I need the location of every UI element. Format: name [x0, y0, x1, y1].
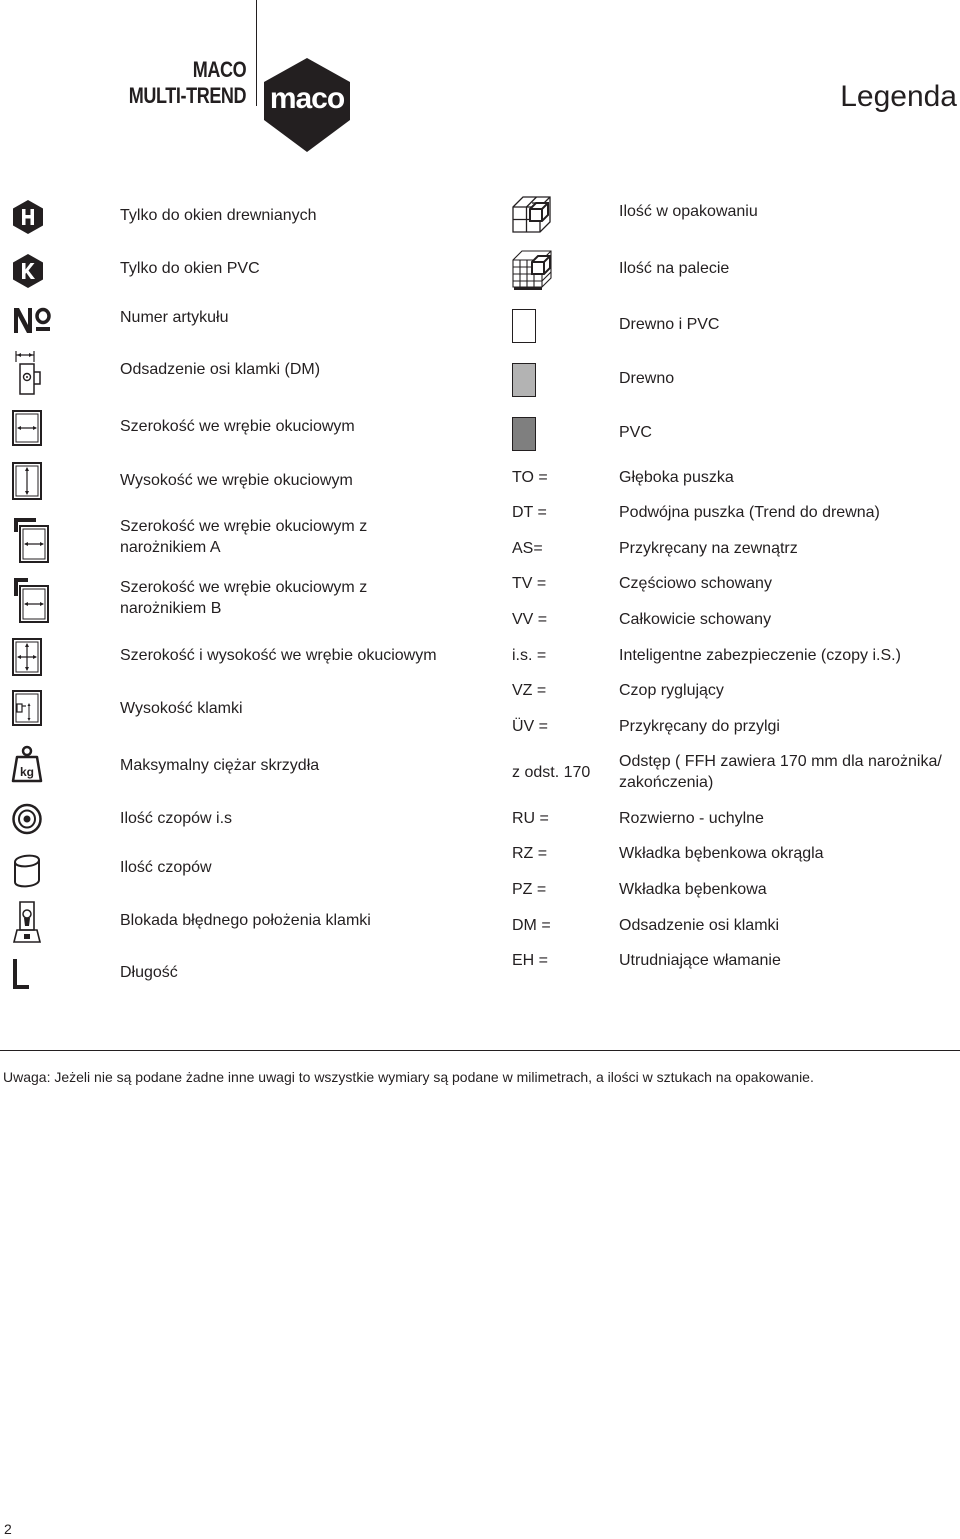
- sash-width-height-icon: [12, 638, 42, 676]
- handle-height-icon: [12, 690, 42, 726]
- abbr-dt: DT =: [512, 504, 547, 521]
- sash-width-icon: [12, 410, 42, 446]
- brand-line2: MULTI-TREND: [128, 83, 246, 108]
- left-label-pvc-only: Tylko do okien PVC: [120, 260, 260, 277]
- numero-icon: [12, 305, 52, 335]
- abbr-z-odst: z odst. 170: [512, 764, 591, 781]
- abbr-uv-desc: Przykręcany do przylgi: [619, 718, 780, 735]
- pvc-swatch: [512, 417, 536, 451]
- header: [0, 0, 960, 160]
- abbr-is: i.s. =: [512, 647, 547, 664]
- maco-logo: [264, 58, 350, 154]
- abbr-eh: EH =: [512, 952, 549, 969]
- left-label-sash-width: Szerokość we wrębie okuciowym: [120, 418, 355, 435]
- cylinder-pin-icon: [12, 850, 42, 890]
- sash-width-corner-a-icon: [12, 516, 52, 564]
- left-label-article-number: Numer artykułu: [120, 309, 229, 326]
- abbr-vz-desc: Czop ryglujący: [619, 682, 724, 699]
- sash-width-corner-b-icon: [12, 576, 52, 624]
- left-label-sash-height: Wysokość we wrębie okuciowym: [120, 472, 353, 489]
- abbr-vv-desc: Całkowicie schowany: [619, 611, 772, 628]
- left-label-max-weight: Maksymalny ciężar skrzydła: [120, 757, 320, 774]
- right-label-wood: Drewno: [619, 370, 675, 387]
- handle-lock-icon: [12, 900, 42, 944]
- right-label-package-quantity: Ilość w opakowaniu: [619, 203, 758, 220]
- left-label-wood-only: Tylko do okien drewnianych: [120, 207, 317, 224]
- hexagon-k-icon: [12, 253, 44, 289]
- right-label-wood-pvc: Drewno i PVC: [619, 316, 720, 333]
- left-label-handle-height: Wysokość klamki: [120, 700, 243, 717]
- abbr-vz: VZ =: [512, 682, 547, 699]
- left-label-handle-lock: Blokada błędnego położenia klamki: [120, 912, 371, 929]
- abbr-ru-desc: Rozwierno - uchylne: [619, 810, 764, 827]
- abbr-pz: PZ =: [512, 881, 547, 898]
- abbr-rz: RZ =: [512, 845, 548, 862]
- abbr-dm-desc: Odsadzenie osi klamki: [619, 917, 780, 934]
- header-divider: [256, 0, 257, 106]
- left-label-corner-a-line2: narożnikiem A: [120, 539, 221, 556]
- abbr-z-odst-desc-line1: Odstęp ( FFH zawiera 170 mm dla narożnika/: [619, 753, 942, 770]
- abbr-rz-desc: Wkładka bębenkowa okrągla: [619, 845, 824, 862]
- pallet-quantity-icon: [512, 250, 554, 292]
- mushroom-pin-icon: [12, 803, 42, 835]
- page-number: 2: [4, 1521, 12, 1537]
- abbr-dt-desc: Podwójna puszka (Trend do drewna): [619, 504, 880, 521]
- left-label-is-pins: Ilość czopów i.s: [120, 810, 233, 827]
- handle-offset-icon: [12, 350, 46, 396]
- weight-kg-icon: [11, 745, 43, 783]
- length-l-icon: [12, 958, 32, 990]
- left-label-handle-offset: Odsadzenie osi klamki (DM): [120, 361, 321, 378]
- abbr-to-desc: Głęboka puszka: [619, 469, 734, 486]
- left-label-corner-b-line1: Szerokość we wrębie okuciowym z: [120, 579, 368, 596]
- abbr-vv: VV =: [512, 611, 548, 628]
- footer-rule: [0, 1050, 960, 1051]
- abbr-eh-desc: Utrudniające włamanie: [619, 952, 781, 969]
- maco-logo-word: maco: [269, 82, 345, 115]
- footer-note: Uwaga: Jeżeli nie są podane żadne inne uwagi to wszystkie wymiary są podane w milimetrach, a ilości w sztukach na opakowanie.: [3, 1069, 814, 1085]
- wood-swatch: [512, 363, 536, 397]
- brand-line1: MACO: [192, 57, 246, 82]
- abbr-pz-desc: Wkładka bębenkowa: [619, 881, 767, 898]
- right-label-pallet-quantity: Ilość na palecie: [619, 260, 730, 277]
- left-label-corner-a-line1: Szerokość we wrębie okuciowym z: [120, 518, 368, 535]
- right-label-pvc: PVC: [619, 424, 652, 441]
- page-title: Legenda: [840, 80, 957, 113]
- hexagon-h-icon: [12, 199, 44, 235]
- abbr-z-odst-desc-line2: zakończenia): [619, 774, 714, 791]
- abbr-as-desc: Przykręcany na zewnątrz: [619, 540, 798, 557]
- abbr-is-desc: Inteligentne zabezpieczenie (czopy i.S.): [619, 647, 901, 664]
- abbr-dm: DM =: [512, 917, 551, 934]
- weight-kg-text: kg: [19, 765, 35, 779]
- package-quantity-icon: [512, 196, 552, 234]
- abbr-to: TO =: [512, 469, 548, 486]
- left-label-corner-b-line2: narożnikiem B: [120, 600, 222, 617]
- abbr-tv: TV =: [512, 575, 547, 592]
- left-label-pins: Ilość czopów: [120, 859, 212, 876]
- abbr-as: AS=: [512, 540, 543, 557]
- left-label-length: Długość: [120, 964, 178, 981]
- abbr-uv: ÜV =: [512, 718, 549, 735]
- abbr-ru: RU =: [512, 810, 549, 827]
- wood-pvc-swatch: [512, 309, 536, 343]
- sash-height-icon: [12, 462, 42, 500]
- left-label-width-height: Szerokość i wysokość we wrębie okuciowym: [120, 647, 437, 664]
- abbr-tv-desc: Częściowo schowany: [619, 575, 772, 592]
